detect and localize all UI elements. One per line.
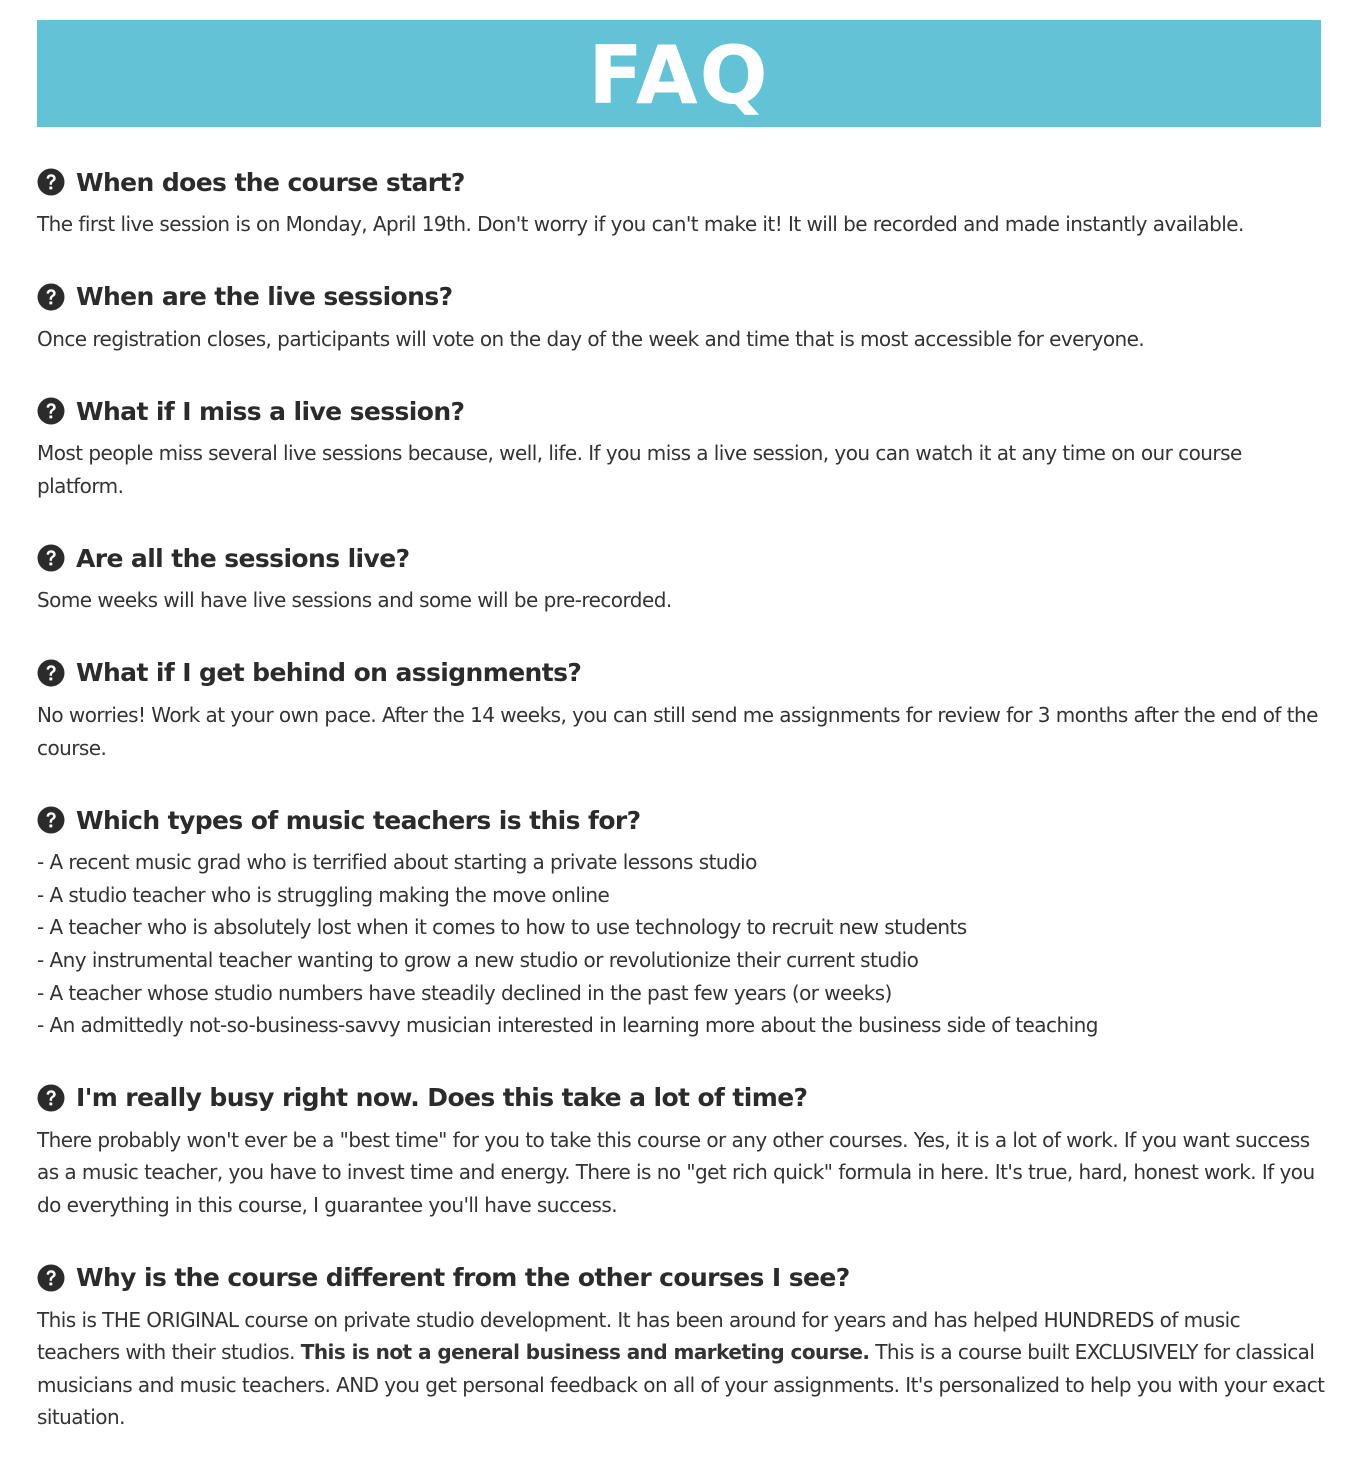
- answer-text: The first live session is on Monday, April 19th. Don't worry if you can't make it! It will be recorded and made instantly available.: [37, 212, 1244, 236]
- faq-question: [37, 1256, 1327, 1300]
- faq-item: [37, 536, 1327, 617]
- question-circle-icon: [37, 544, 65, 572]
- question-circle-icon: [37, 659, 65, 687]
- question-text: Why is the course different from the other courses I see?: [76, 1263, 850, 1292]
- question-circle-icon: [37, 397, 65, 425]
- question-circle-icon: [37, 806, 65, 834]
- page-title: FAQ: [588, 28, 770, 122]
- faq-question: [37, 536, 1327, 580]
- answer-text-start: This is THE ORIGINAL course on private studio development. It has been around for years and has helped HUNDREDS of music teachers with their studios.: [37, 1307, 1241, 1365]
- question-circle-icon: [37, 1264, 65, 1292]
- faq-question: [37, 275, 1327, 319]
- answer-list: [37, 846, 1327, 1042]
- answer-text: Some weeks will have live sessions and some will be pre-recorded.: [37, 588, 672, 613]
- list-item: - Any instrumental teacher wanting to grow a new studio or revolutionize their current studio: [37, 947, 919, 972]
- faq-item: [37, 798, 1327, 1042]
- answer-text: No worries! Work at your own pace. After the 14 weeks, you can still send me assignments for review for 3 months after the end of the course.: [37, 702, 1318, 760]
- answer-text: [37, 1304, 1327, 1434]
- faq-item: [37, 389, 1327, 502]
- answer-text: Most people miss several live sessions because, well, life. If you miss a live session, you can watch it at any time on our course platform.: [37, 441, 1242, 498]
- faq-item: [37, 651, 1327, 764]
- question-text: Which types of music teachers is this for?: [76, 805, 641, 835]
- faq-question: [37, 389, 1327, 433]
- faq-item: [37, 160, 1327, 241]
- answer-text: Once registration closes, participants will vote on the day of the week and time that is most accessible for everyone.: [37, 326, 1145, 351]
- question-circle-icon: [37, 1084, 65, 1112]
- question-text: What if I get behind on assignments?: [76, 658, 582, 688]
- faq-item: [37, 275, 1327, 356]
- answer-paragraph: [37, 1304, 1327, 1434]
- question-circle-icon: [37, 283, 65, 311]
- list-item: - An admittedly not-so-business-savvy musician interested in learning more about the business side of teaching: [37, 1013, 1098, 1038]
- faq-question: [37, 651, 1327, 695]
- question-text: I'm really busy right now. Does this take a lot of time?: [76, 1083, 808, 1113]
- faq-question: [37, 1076, 1327, 1120]
- answer-bold-emphasis: This is not a general business and marketing course.: [300, 1340, 870, 1365]
- faq-banner: [37, 20, 1321, 127]
- answer-text: There probably won't ever be a "best time" for you to take this course or any other courses. Yes, it is a lot of work. If you want success as a music teacher, you have to invest time and energy. There is no "get rich quick" formula in here. It's true, hard, honest work. If you do everything in this course, I guarantee you'll have success.: [37, 1127, 1315, 1217]
- list-item: - A teacher whose studio numbers have steadily declined in the past few years (or weeks): [37, 980, 892, 1005]
- faq-question: [37, 798, 1327, 842]
- list-item: - A teacher who is absolutely lost when it comes to how to use technology to recruit new students: [37, 915, 967, 940]
- question-circle-icon: [37, 168, 65, 196]
- question-text: What if I miss a live session?: [76, 396, 465, 426]
- faq-question: [37, 160, 1327, 204]
- list-item: - A studio teacher who is struggling making the move online: [37, 882, 610, 907]
- question-text: Are all the sessions live?: [76, 543, 410, 573]
- faq-item: [37, 1256, 1327, 1434]
- answer-text-end: This is a course built EXCLUSIVELY for classical musicians and music teachers. AND you get personal feedback on all of your assignments. It's personalized to help you with your exact situation.: [37, 1340, 1325, 1430]
- question-text: When are the live sessions?: [76, 282, 453, 312]
- faq-list: [37, 160, 1327, 1468]
- faq-item: [37, 1076, 1327, 1222]
- question-text: When does the course start?: [76, 167, 465, 197]
- list-item: - A recent music grad who is terrified about starting a private lessons studio: [37, 850, 757, 875]
